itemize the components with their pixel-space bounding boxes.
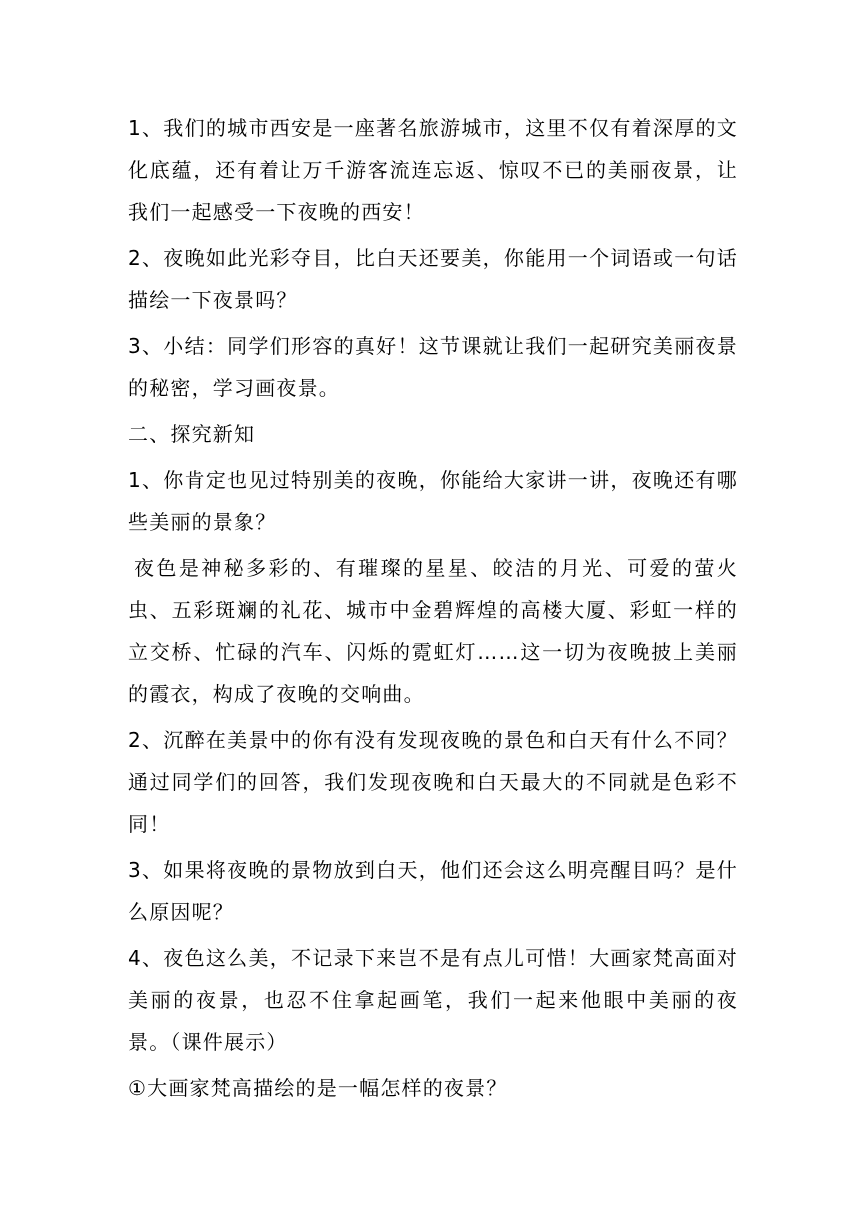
paragraph-brightness-question: 3、如果将夜晚的景物放到白天，他们还会这么明亮醒目吗？是什么原因呢？ bbox=[128, 858, 738, 924]
paragraph-summary: 3、小结：同学们形容的真好！这节课就让我们一起研究美丽夜景的秘密，学习画夜景。 bbox=[128, 334, 738, 400]
paragraph-night-question: 2、夜晚如此光彩夺目，比白天还要美，你能用一个词语或一句话描绘一下夜景吗？ bbox=[128, 246, 738, 312]
document-body bbox=[128, 107, 738, 1109]
paragraph-intro-xian: 1、我们的城市西安是一座著名旅游城市，这里不仅有着深厚的文化底蕴，还有着让万千游客流连忘返、惊叹不已的美丽夜景，让我们一起感受一下夜晚的西安！ bbox=[128, 116, 738, 224]
paragraph-night-scenes-question: 1、你肯定也见过特别美的夜晚，你能给大家讲一讲，夜晚还有哪些美丽的景象？ bbox=[128, 468, 738, 534]
paragraph-van-gogh-question: ①大画家梵高描绘的是一幅怎样的夜景？ bbox=[128, 1076, 508, 1100]
paragraph-night-description: 夜色是神秘多彩的、有璀璨的星星、皎洁的月光、可爱的萤火虫、五彩斑斓的礼花、城市中金碧辉煌的高楼大厦、彩虹一样的立交桥、忙碌的汽车、闪烁的霓虹灯……这一切为夜晚披上美丽的霞衣，构成了夜晚的交响曲。 bbox=[128, 556, 738, 706]
section-heading-explore: 二、探究新知 bbox=[128, 422, 256, 446]
paragraph-van-gogh: 4、夜色这么美，不记录下来岂不是有点儿可惜！大画家梵高面对美丽的夜景，也忍不住拿起画笔，我们一起来他眼中美丽的夜景。（课件展示） bbox=[128, 946, 738, 1054]
paragraph-day-night-difference: 2、沉醉在美景中的你有没有发现夜晚的景色和白天有什么不同？通过同学们的回答，我们发现夜晚和白天最大的不同就是色彩不同！ bbox=[128, 728, 738, 836]
